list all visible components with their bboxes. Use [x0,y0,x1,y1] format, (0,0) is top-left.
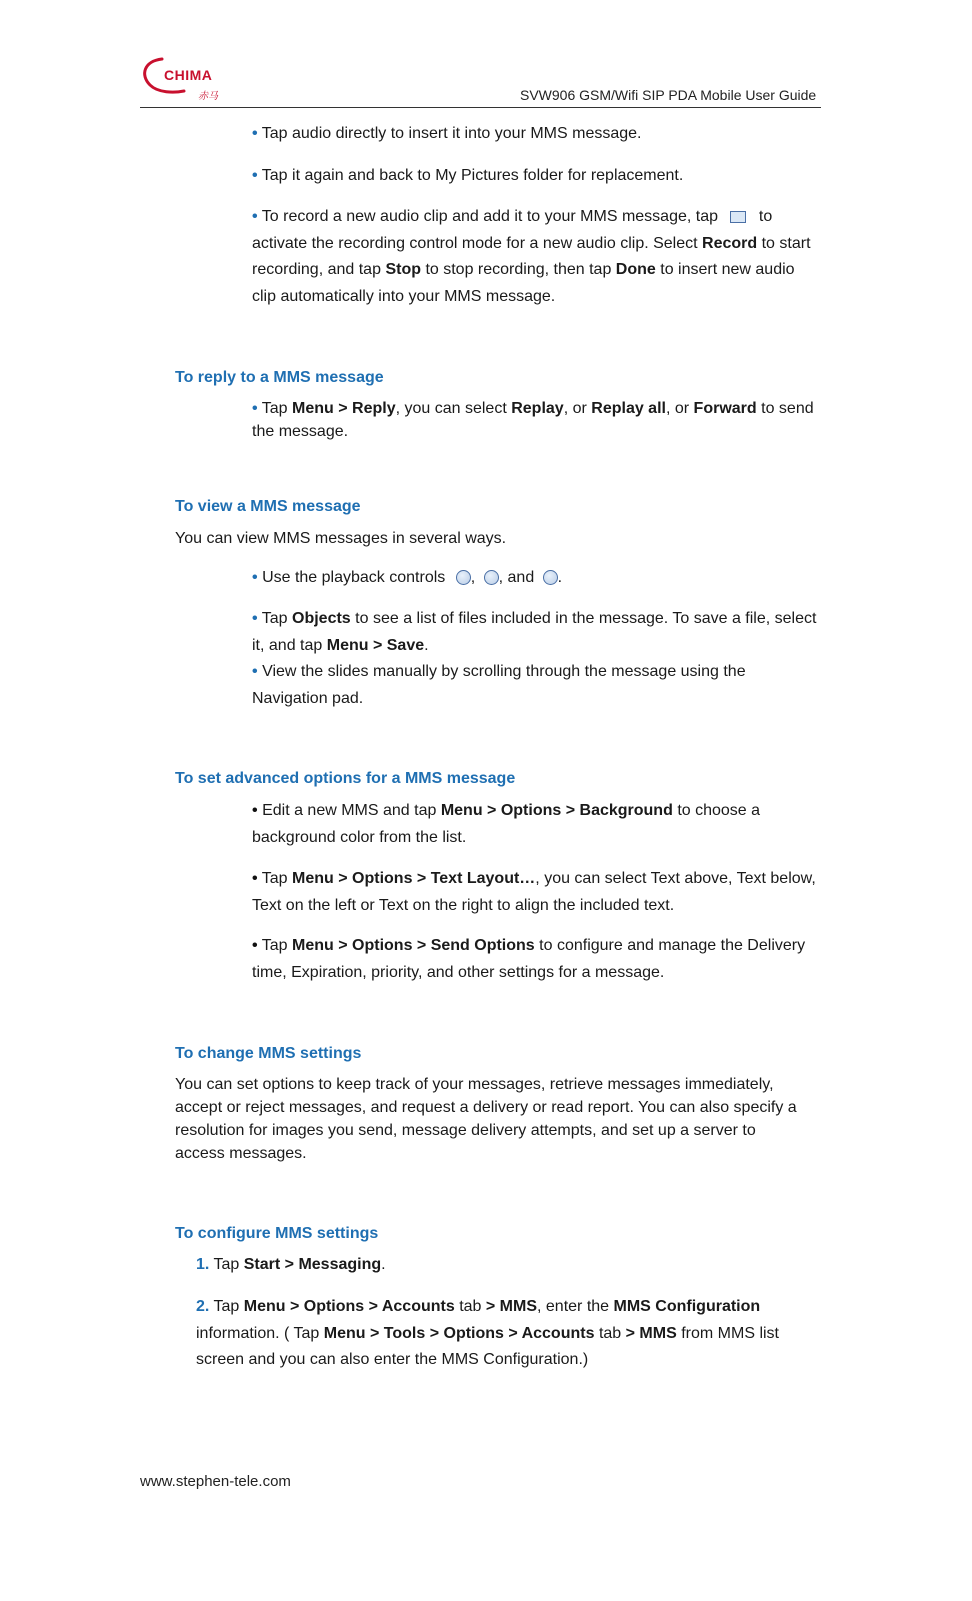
section-heading-view: To view a MMS message [175,498,361,515]
header-divider [140,107,821,108]
list-item: • Tap Menu > Reply, you can select Replay, or Replay all, or Forward to send the message. [252,400,814,440]
document-title: SVW906 GSM/Wifi SIP PDA Mobile User Guide [520,87,817,103]
section-heading-advanced: To set advanced options for a MMS message [175,770,516,787]
section-heading-reply: To reply to a MMS message [175,369,384,386]
logo-text: CHIMA [164,67,213,83]
section-heading-change: To change MMS settings [175,1045,362,1062]
list-item: • Tap audio directly to insert it into your MMS message. [252,125,642,142]
play-icon [456,570,471,585]
list-item: • Edit a new MMS and tap Menu > Options > Background to choose a background color from the list. [252,802,761,846]
list-item: • Use the playback controls , , and . [252,569,563,586]
chima-logo [140,55,240,105]
pause-icon [484,570,499,585]
section-heading-configure: To configure MMS settings [175,1225,379,1242]
list-item: • Tap Menu > Options > Text Layout…, you can select Text above, Text below, Text on the left or Text on the right to align the included text. [252,870,816,914]
view-intro: You can view MMS messages in several ways. [175,530,507,547]
stop-icon [543,570,558,585]
step-2: 2. Tap Menu > Options > Accounts tab > MMS, enter the MMS Configuration information. ( Tap Menu > Tools > Options > Accounts tab > MMS from MMS list screen and you can also enter the MMS Configuration.) [196,1298,779,1368]
list-item: • To record a new audio clip and add it to your MMS message, tap to activate the recording control mode for a new audio clip. Select Record to start recording, and tap Stop to stop recording, then tap Done to insert new audio clip automatically into your MMS message. [252,208,811,305]
list-item: • Tap Objects to see a list of files included in the message. To save a file, select it, and tap Menu > Save. [252,610,817,654]
footer-url[interactable]: www.stephen-tele.com [140,1473,291,1490]
list-item: • Tap it again and back to My Pictures folder for replacement. [252,167,684,184]
list-item: • Tap Menu > Options > Send Options to configure and manage the Delivery time, Expiration, priority, and other settings for a message. [252,937,806,981]
logo-subtext: 赤马 [198,91,218,102]
change-settings-body: You can set options to keep track of your messages, retrieve messages immediately, accept or reject messages, and request a delivery or read report. You can also specify a resolution for images you send, message delivery attempts, and set up a server to access messages. [175,1076,797,1162]
record-icon [730,211,746,223]
list-item: • View the slides manually by scrolling through the message using the Navigation pad. [252,663,746,707]
step-1: 1. Tap Start > Messaging. [196,1256,386,1273]
